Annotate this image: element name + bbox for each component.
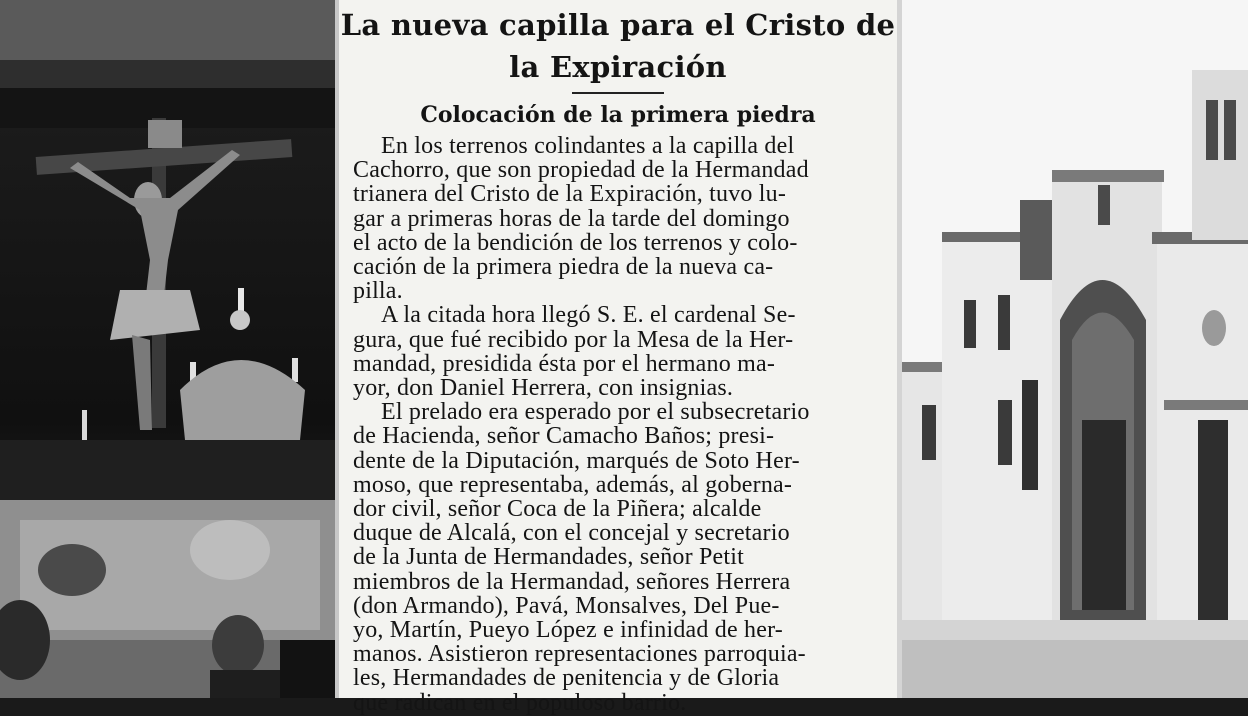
text-line: miembros de la Hermandad, señores Herrera	[353, 568, 791, 595]
text-line: (don Armando), Pavá, Monsalves, Del Pue-	[353, 592, 780, 619]
text-line: cación de la primera piedra de la nueva ca-	[353, 254, 774, 281]
text-line: En los terrenos colindantes a la capilla del	[381, 133, 795, 159]
article-paragraph	[339, 400, 897, 715]
text-line: dor civil, señor Coca de la Piñera; alcalde	[353, 496, 762, 523]
headline-line: la Expiración	[509, 50, 727, 84]
headline-line: La nueva capilla para el Cristo de	[340, 8, 896, 42]
text-line: yo, Martín, Pueyo López e infinidad de her-	[353, 617, 783, 644]
newspaper-clipping	[339, 0, 897, 716]
article-headline	[339, 0, 897, 88]
article-subheadline: Colocación de la primera piedra	[420, 102, 816, 128]
chapel-photo	[902, 0, 1248, 698]
text-line: gar a primeras horas de la tarde del domingo	[353, 205, 790, 232]
article-paragraph	[339, 303, 897, 400]
text-line: el acto de la bendición de los terrenos y colo-	[353, 229, 798, 256]
chapel-illustration	[902, 0, 1248, 698]
text-line: El prelado era esperado por el subsecretario	[381, 399, 810, 426]
text-line: yor, don Daniel Herrera, con insignias.	[353, 375, 734, 402]
crucifix-photo	[0, 0, 335, 698]
headline-rule	[572, 92, 664, 94]
text-line: moso, que representaba, además, al goberna-	[353, 471, 793, 498]
text-line: manos. Asistieron representaciones parroquia-	[353, 641, 806, 668]
text-line: gura, que fué recibido por la Mesa de la Her-	[353, 326, 794, 353]
text-line: que radican en el populoso barrio.	[353, 689, 687, 716]
text-line: A la citada hora llegó S. E. el cardenal Se-	[381, 302, 796, 329]
text-line: les, Hermandades de penitencia y de Gloria	[353, 665, 780, 692]
text-line: dente de la Diputación, marqués de Soto Her-	[353, 447, 800, 474]
text-line: trianera del Cristo de la Expiración, tuvo lu-	[353, 181, 787, 208]
text-line: duque de Alcalá, con el concejal y secretario	[353, 520, 790, 547]
text-line: de la Junta de Hermandades, señor Petit	[353, 544, 745, 571]
text-line: pilla.	[353, 278, 403, 305]
article-paragraph	[339, 134, 897, 303]
text-line: Cachorro, que son propiedad de la Hermandad	[353, 157, 809, 184]
crucifix-illustration	[0, 0, 335, 698]
text-line: de Hacienda, señor Camacho Baños; presi-	[353, 423, 775, 450]
text-line: mandad, presidida ésta por el hermano ma-	[353, 350, 776, 377]
